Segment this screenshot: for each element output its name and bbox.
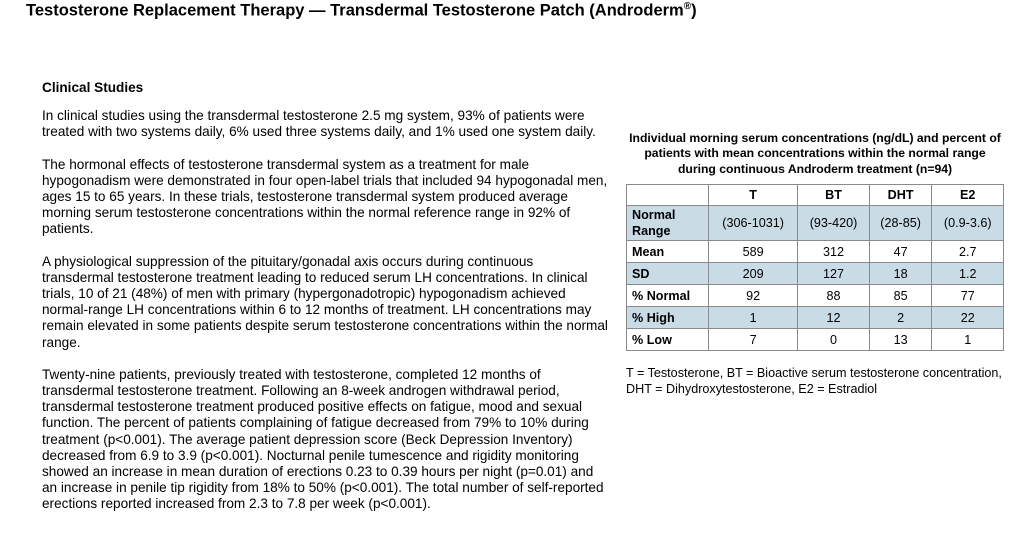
table-cell: 92 <box>709 285 798 307</box>
serum-concentrations-table <box>626 184 1004 351</box>
section-heading: Clinical Studies <box>42 80 144 95</box>
page-title-text: Testosterone Replacement Therapy — Transdermal Testosterone Patch (Androderm <box>26 1 684 20</box>
table-row-percent-low <box>627 329 1004 351</box>
table-cell: 1.2 <box>932 263 1004 285</box>
column-header-dht: DHT <box>869 185 932 206</box>
row-label: Mean <box>627 241 709 263</box>
paragraph-lh-suppression: A physiological suppression of the pituitary/gonadal axis occurs during continuous transdermal testosterone treatment leading to reduced serum LH concentrations. In clinical trials, 10 of 21 (48%) of men with primary (hypergonadotropic) hypogonadism achieved normal-range LH concentrations within 6 to 12 months of treatment. LH concentrations may remain elevated in some patients despite serum testosterone concentrations within the normal range. <box>42 253 608 350</box>
table-row-percent-normal <box>627 285 1004 307</box>
table-cell: 7 <box>709 329 798 351</box>
table-cell: 88 <box>798 285 870 307</box>
table-row-normal-range <box>627 206 1004 241</box>
table-caption: Individual morning serum concentrations (ng/dL) and percent of patients with mean concentrations within the normal range during continuous Androderm treatment (n=94) <box>629 131 1001 176</box>
column-header-bt: BT <box>798 185 870 206</box>
row-label: % Low <box>627 329 709 351</box>
table-cell: (0.9-3.6) <box>932 206 1004 241</box>
paragraph-hormonal-effects: The hormonal effects of testosterone transdermal system as a treatment for male hypogonadism were demonstrated in four open-label trials that included 94 hypogonadal men, ages 15 to 65 years. In these trials, testosterone transdermal system produced average morning serum testosterone concentrations within the normal reference range in 92% of patients. <box>42 156 608 237</box>
table-cell: 1 <box>709 307 798 329</box>
table-cell: (28-85) <box>869 206 932 241</box>
table-cell: 2 <box>869 307 932 329</box>
table-cell: 1 <box>932 329 1004 351</box>
table-cell: 12 <box>798 307 870 329</box>
column-header-blank <box>627 185 709 206</box>
table-footnote: T = Testosterone, BT = Bioactive serum testosterone concentration, DHT = Dihydroxytestosterone, E2 = Estradiol <box>626 366 1002 396</box>
row-label: SD <box>627 263 709 285</box>
page-title-close: ) <box>691 1 697 20</box>
column-header-t: T <box>709 185 798 206</box>
row-label: % Normal <box>627 285 709 307</box>
table-cell: 22 <box>932 307 1004 329</box>
table-row-percent-high <box>627 307 1004 329</box>
row-label: % High <box>627 307 709 329</box>
table-cell: 209 <box>709 263 798 285</box>
table-row-sd <box>627 263 1004 285</box>
column-header-e2: E2 <box>932 185 1004 206</box>
table-row-mean <box>627 241 1004 263</box>
table-cell: 0 <box>798 329 870 351</box>
table-cell: 127 <box>798 263 870 285</box>
table-cell: 2.7 <box>932 241 1004 263</box>
table-panel <box>626 131 1004 397</box>
table-cell: 18 <box>869 263 932 285</box>
registered-mark: ® <box>683 1 692 12</box>
paragraph-dosing: In clinical studies using the transdermal testosterone 2.5 mg system, 93% of patients were treated with two systems daily, 6% used three systems daily, and 1% used one system daily. <box>42 108 596 140</box>
table-cell: 589 <box>709 241 798 263</box>
table-cell: 85 <box>869 285 932 307</box>
table-cell: (306-1031) <box>709 206 798 241</box>
table-cell: (93-420) <box>798 206 870 241</box>
row-label: Normal Range <box>627 206 709 241</box>
table-cell: 312 <box>798 241 870 263</box>
table-cell: 47 <box>869 241 932 263</box>
table-header-row <box>627 185 1004 206</box>
table-cell: 77 <box>932 285 1004 307</box>
table-cell: 13 <box>869 329 932 351</box>
page-title <box>26 1 697 21</box>
paragraph-twelve-month-outcomes: Twenty-nine patients, previously treated with testosterone, completed 12 months of transdermal testosterone treatment. Following an 8-week androgen withdrawal period, transdermal testosterone treatment produced positive effects on fatigue, mood and sexual function. The percent of patients complaining of fatigue decreased from 79% to 10% during treatment (p<0.001). The average patient depression score (Beck Depression Inventory) decreased from 6.9 to 3.9 (p<0.001). Nocturnal penile tumescence and rigidity monitoring showed an increase in mean duration of erections 0.23 to 0.39 hours per night (p=0.01) and an increase in penile tip rigidity from 18% to 50% (p<0.001). The total number of self-reported erections reported increased from 2.3 to 7.8 per week (p<0.001). <box>42 366 604 512</box>
clinical-studies-section <box>42 80 608 529</box>
